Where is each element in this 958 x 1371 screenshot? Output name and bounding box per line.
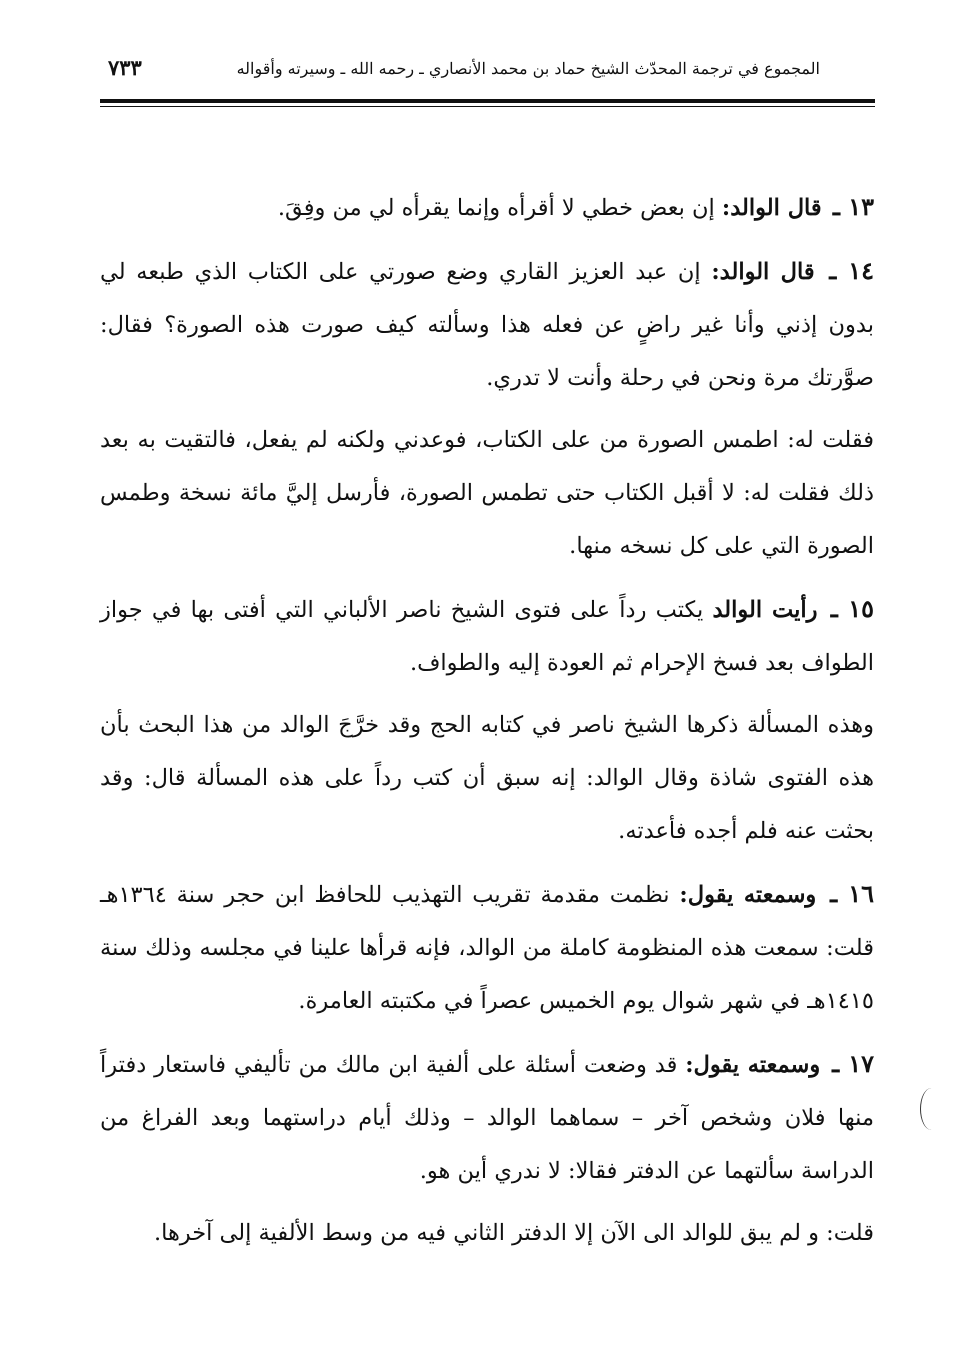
paragraph-17-continued: [100, 1207, 874, 1260]
header-title: المجموع في ترجمة المحدّث الشيخ حماد بن محمد الأنصاري ـ رحمه الله ـ وسيرته وأقواله: [236, 59, 820, 78]
item-lead: رأيت الوالد: [712, 597, 818, 623]
header-rule-thick: [100, 99, 875, 103]
header-rule-thin: [100, 106, 875, 107]
item-text: يكتب رداً على فتوى الشيخ ناصر الألباني التي أفتى بها في جواز الطواف بعد فسخ الإحرام ثم العودة إليه والطواف.: [100, 597, 874, 676]
paragraph-17: [100, 1037, 874, 1198]
paragraph-15: [100, 582, 874, 690]
item-number: ١٤ ـ: [829, 256, 874, 285]
item-text: إن عبد العزيز القاري وضع صورتي على الكتاب الذي طبعه لي بدون إذني وأنا غير راضٍ عن فعله هذا وسألته كيف صورت هذه الصورة؟ فقال: صوَّرتك مرة ونحن في رحلة وأنت لا تدري.: [100, 259, 874, 391]
page-number: ٧٣٣: [108, 55, 142, 80]
item-text: فقلت له: اطمس الصورة من على الكتاب، فوعدني ولكنه لم يفعل، فالتقيت به بعد ذلك فقلت له: لا أقبل الكتاب حتى تطمس الصورة، فأرسل إليَّ مائة نسخة وطمس الصورة التي على كل نسخه منها.: [100, 427, 874, 559]
item-text: إن بعض خطي لا أقرأه وإنما يقرأه لي من وفِقَ.: [277, 195, 715, 221]
item-number: ١٧ ـ: [832, 1049, 875, 1078]
paragraph-14: [100, 244, 874, 405]
item-number: ١٣ ـ: [832, 192, 874, 221]
item-number: ١٦ ـ: [830, 879, 875, 908]
item-lead: قال الوالد:: [711, 259, 815, 285]
item-text: وهذه المسألة ذكرها الشيخ ناصر في كتابه الحج وقد خرَّجَ الوالد من هذا البحث بأن هذه الفتوى شاذة وقال الوالد: إنه سبق أن كتب رداً على هذه المسألة قال: وقد بحثت عنه فلم أجده فأعدته.: [100, 712, 874, 844]
body-text: [100, 180, 874, 1269]
paragraph-16: [100, 867, 874, 1028]
item-text: نظمت مقدمة تقريب التهذيب للحافظ ابن حجر سنة ١٣٦٤هـ قلت: سمعت هذه المنظومة كاملة من الوالد، فإنه قرأها علينا في مجلسه وذلك سنة ١٤١٥هـ في شهر شوال يوم الخميس عصراً في مكتبته العامرة.: [100, 882, 874, 1014]
item-number: ١٥ ـ: [830, 594, 875, 623]
running-header: [100, 55, 820, 91]
item-text: قد وضعت أسئلة على ألفية ابن مالك من تأليفي فاستعار دفتراً منها فلان وشخص آخر – سماهما الوالد – وذلك أيام دراستهما وبعد الفراغ من الدراسة سألتهما عن الدفتر فقالا: لا ندري أين هو.: [100, 1052, 874, 1184]
item-lead: وسمعته يقول:: [685, 1052, 821, 1078]
paragraph-14-continued: [100, 414, 874, 573]
paragraph-15-continued: [100, 699, 874, 858]
item-text: قلت: و لم يبق للوالد الى الآن إلا الدفتر الثاني فيه من وسط الألفية إلى آخرها.: [153, 1220, 874, 1246]
margin-bracket-mark: [920, 1088, 939, 1130]
item-lead: وسمعته يقول:: [679, 882, 817, 908]
item-lead: قال الوالد:: [721, 195, 822, 221]
paragraph-13: [100, 180, 874, 235]
